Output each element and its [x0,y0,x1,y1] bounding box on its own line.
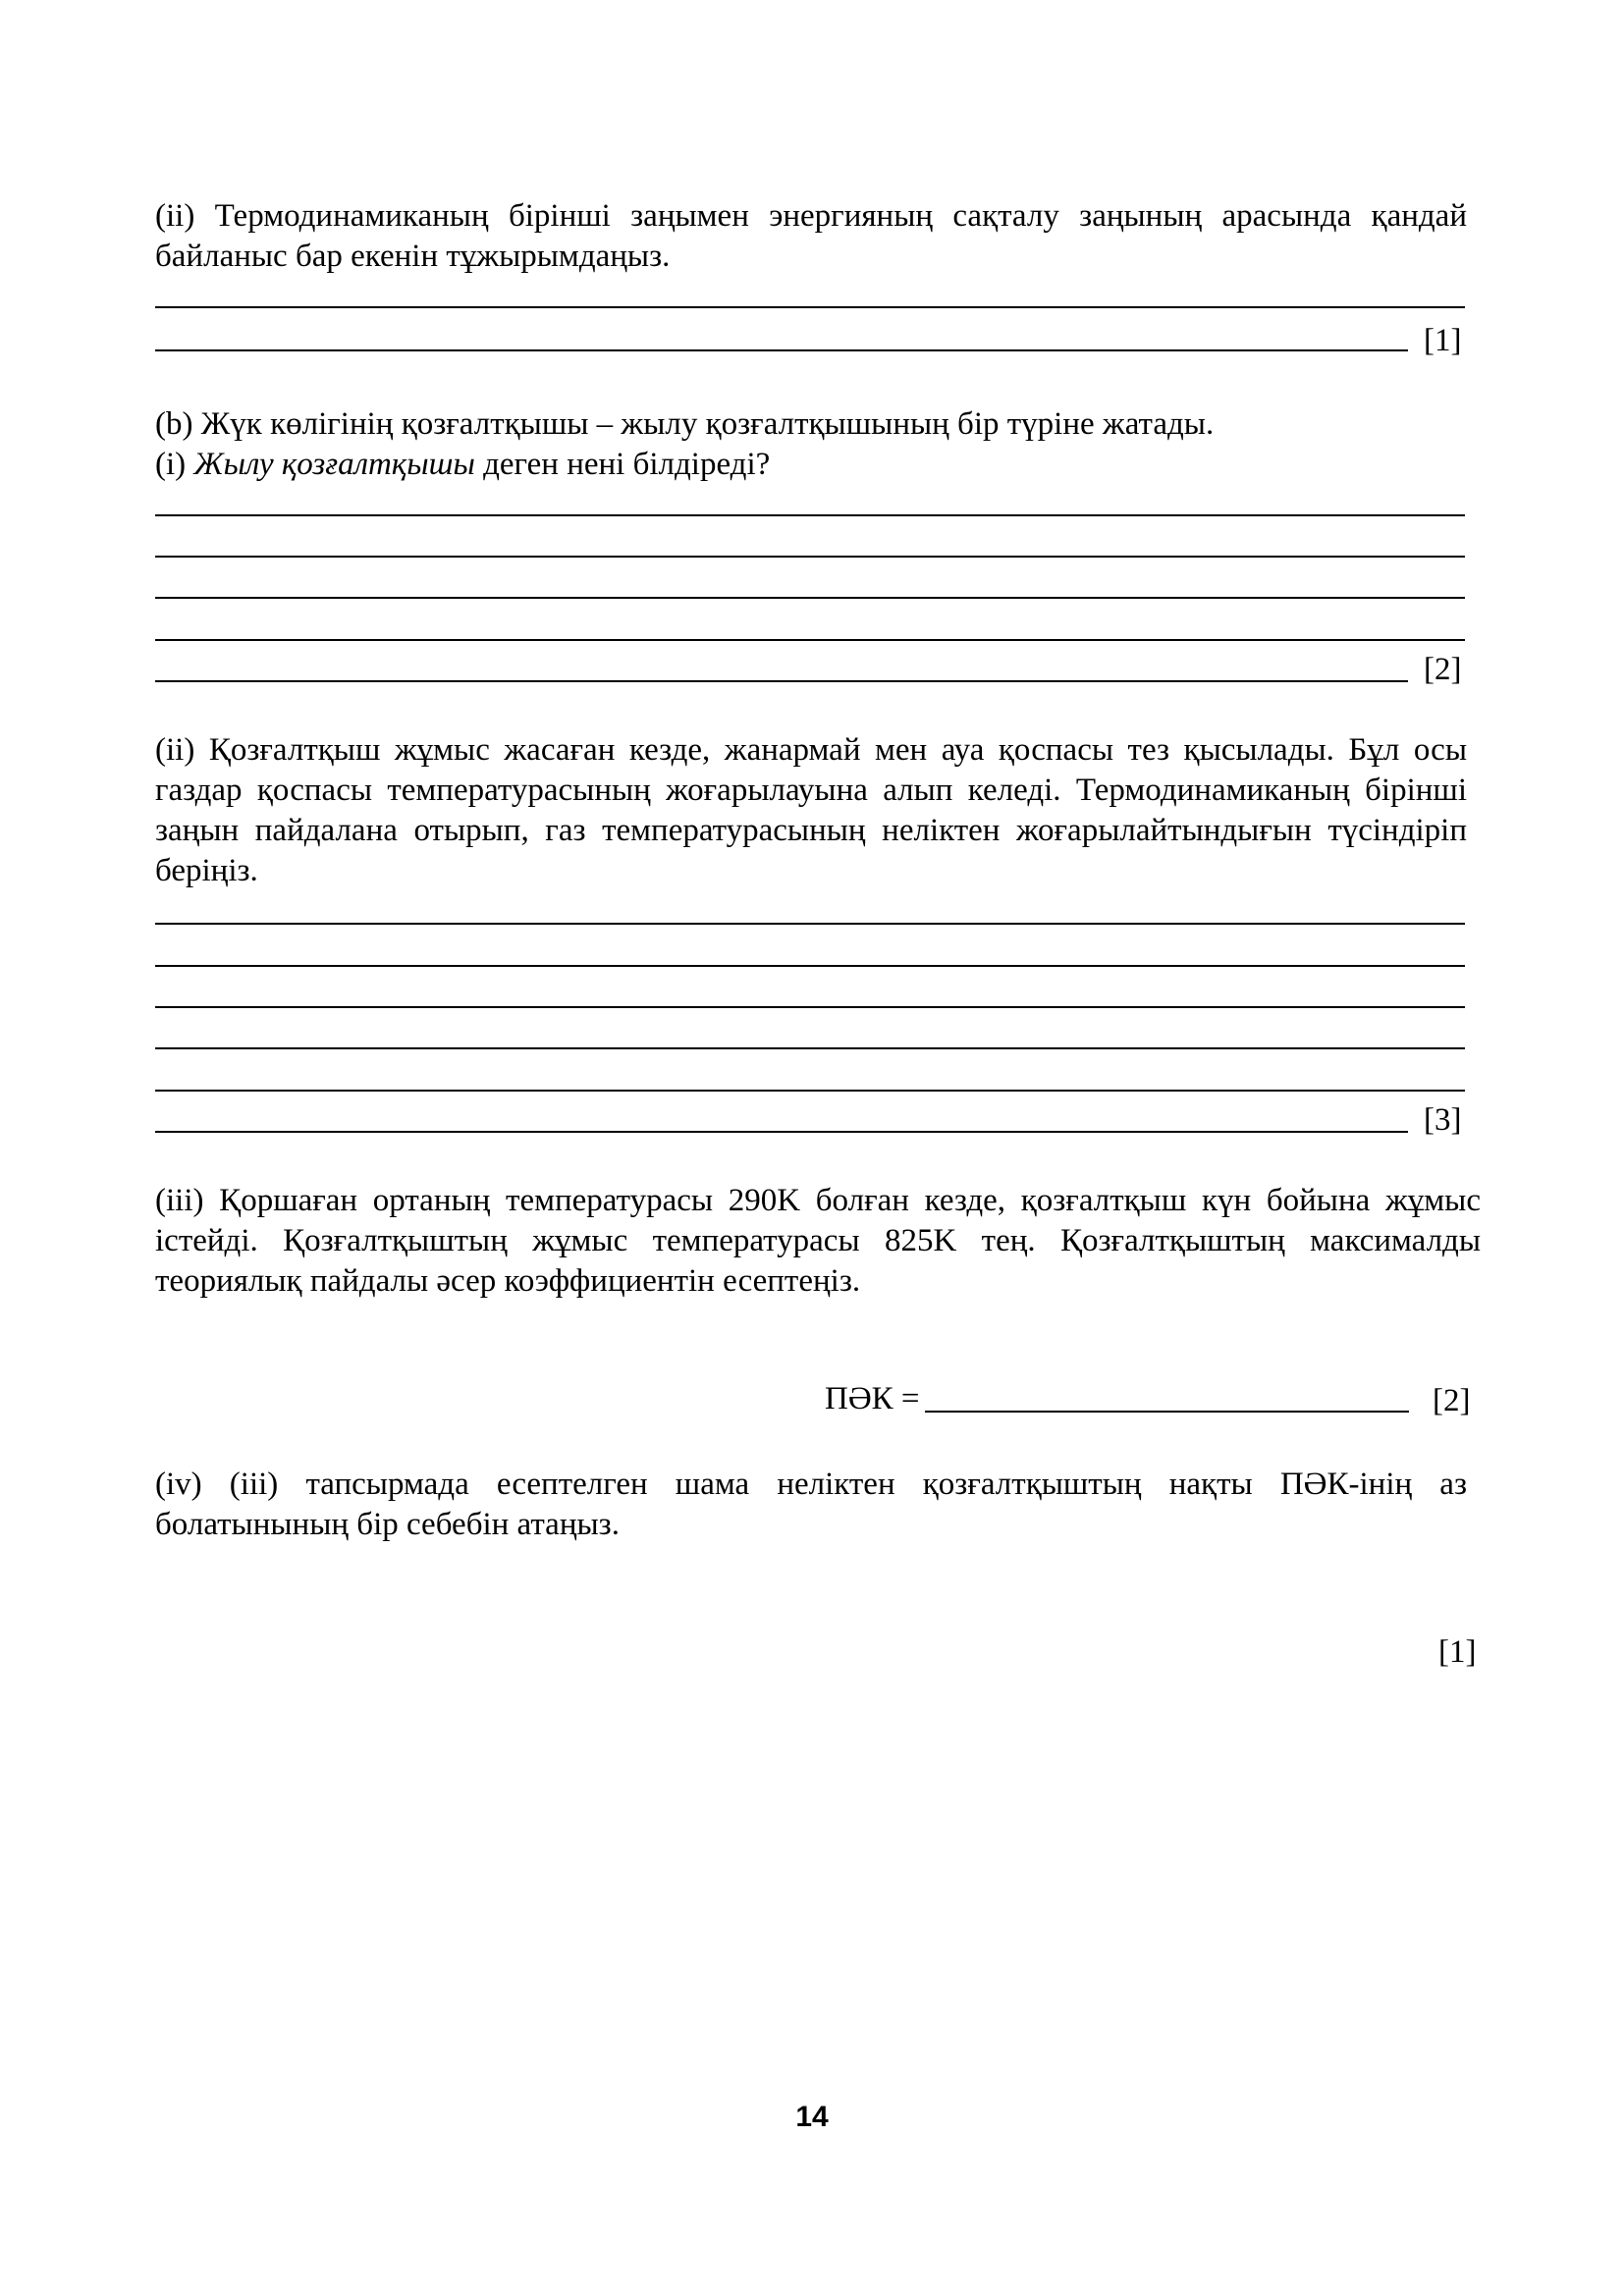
answer-line[interactable] [155,680,1408,682]
question-a-ii-text: (ii) Термодинамиканың бірінші заңымен энергияның сақталу заңының арасында қандай байланыс бар екенін тұжырымдаңыз. [155,198,1467,274]
answer-line[interactable] [155,1131,1408,1133]
question-b-i-text [155,445,1467,485]
answer-line[interactable] [155,597,1465,599]
page-number: 14 [795,2101,829,2133]
answer-line[interactable] [155,306,1465,308]
answer-line[interactable] [155,965,1465,967]
question-b-i-prefix: (i) [155,447,194,482]
answer-line[interactable] [155,1006,1465,1008]
answer-line[interactable] [155,1047,1465,1049]
question-b-intro-text: (b) Жүк көлігінің қозғалтқышы – жылу қозғалтқышының бір түріне жатады. [155,406,1215,442]
mark-allocation: [2] [1433,1383,1471,1418]
answer-line[interactable] [155,639,1465,641]
efficiency-answer-label: ПӘК = [825,1381,920,1416]
question-b-i-term: Жылу қозғалтқышы [193,447,475,482]
question-b-iv-text: (iv) (iii) тапсырмада есептелген шама неліктен қозғалтқыштың нақты ПӘК-інің аз болатынының бір себебін атаңыз. [155,1467,1467,1542]
answer-line[interactable] [155,923,1465,925]
mark-allocation: [2] [1424,652,1462,687]
mark-allocation: [3] [1424,1102,1462,1138]
answer-line[interactable] [155,349,1408,351]
question-b-ii-text: (ii) Қозғалтқыш жұмыс жасаған кезде, жанармай мен ауа қоспасы тез қысылады. Бұл осы газдар қоспасы температурасының жоғарылауына алып келеді. Термодинамиканың бірінші заңын пайдалана отырып, газ температурасының неліктен жоғарылайтындығын түсіндіріп беріңіз. [155,732,1467,888]
mark-allocation: [1] [1438,1634,1477,1670]
efficiency-answer-line[interactable] [925,1411,1409,1413]
question-b-iii-text: (iii) Қоршаған ортаның температурасы 290K болған кезде, қозғалтқыш күн бойына жұмыс істейді. Қозғалтқыштың жұмыс температурасы 825K тең. Қозғалтқыштың максималды теориялық пайдалы әсер коэффициентін есептеңіз. [155,1183,1481,1299]
answer-line[interactable] [155,1090,1465,1092]
mark-allocation: [1] [1424,323,1462,358]
answer-line[interactable] [155,514,1465,516]
answer-line[interactable] [155,556,1465,558]
question-b-i-suffix: деген нені білдіреді? [474,447,771,482]
